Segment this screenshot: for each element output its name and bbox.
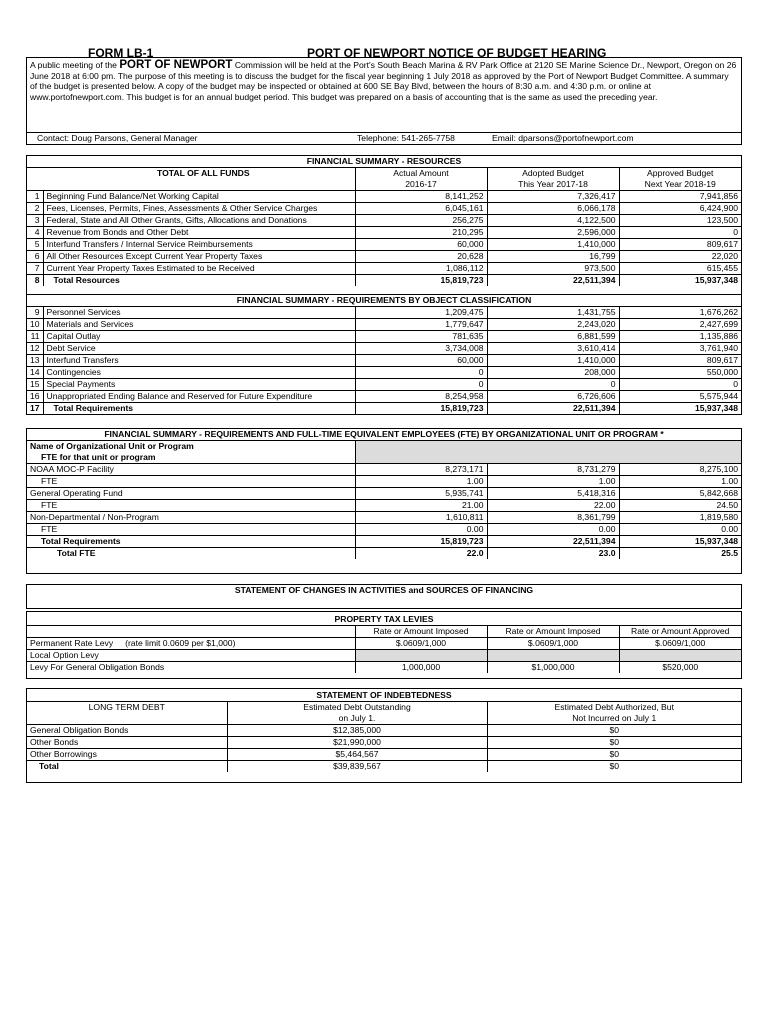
permanent-rate-row: [27, 638, 741, 650]
row-number: 2: [27, 203, 43, 215]
row-label: All Other Resources Except Current Year Property Taxes: [43, 251, 355, 263]
row-label: Total FTE: [27, 548, 355, 560]
approved-value: 1,676,262: [619, 307, 741, 319]
row-number: 6: [27, 251, 43, 263]
contact-email: Email: dparsons@portofnewport.com: [492, 133, 634, 143]
adopted-value: 8,361,799: [487, 512, 619, 524]
adopted-value: 973,500: [487, 263, 619, 275]
outstanding-value: $12,385,000: [227, 725, 487, 737]
actual-value: 60,000: [355, 355, 487, 367]
permanent-limit: (rate limit 0.0609 per $1,000): [125, 638, 236, 648]
local-option-label: Local Option Levy: [27, 650, 355, 662]
adopted-value: 23.0: [487, 548, 619, 560]
tax-box: [26, 611, 742, 679]
table-row: [27, 749, 741, 761]
row-number: 8: [27, 275, 43, 287]
table-row: [27, 239, 741, 251]
row-number: 1: [27, 191, 43, 203]
go-levy-actual: 1,000,000: [355, 662, 487, 674]
resources-table: [27, 156, 741, 414]
actual-value: 256,275: [355, 215, 487, 227]
table-row: [27, 488, 741, 500]
row-label: FTE: [27, 500, 355, 512]
tax-table: [27, 612, 741, 673]
row-label: Fees, Licenses, Permits, Fines, Assessments & Other Service Charges: [43, 203, 355, 215]
tax-head2: Rate or Amount Imposed: [487, 626, 619, 638]
local-option-row: [27, 650, 741, 662]
actual-value: 15,819,723: [355, 403, 487, 415]
fte-total-req-row: [27, 536, 741, 548]
row-label: Capital Outlay: [43, 331, 355, 343]
go-levy-label: Levy For General Obligation Bonds: [27, 662, 355, 674]
col2-head2: This Year 2017-18: [487, 179, 619, 191]
table-row: [27, 737, 741, 749]
fte-total-fte-row: [27, 548, 741, 560]
page-title: PORT OF NEWPORT NOTICE OF BUDGET HEARING: [307, 46, 607, 60]
table-row: [27, 203, 741, 215]
table-row: [27, 476, 741, 488]
adopted-value: 22,511,394: [487, 275, 619, 287]
actual-value: 8,254,958: [355, 391, 487, 403]
intro-part2: Commission will be held at the Port's South Beach Marina & RV Park Office at 2120 SE Marine Science Dr., Newport, Oregon on 26 June 2018 at 6:00 pm. The purpose of this meeting is to discuss the budget for the fiscal year beginning 1 July 2018 as approved by the Port of Newport Budget Committee. A summary of the budget is presented below. A copy of the budget may be inspected or obtained at 600 SE Bay Blvd, between the hours of 8:30 a.m. and 4:30 p.m. or online at www.portofnewport.com. This budget is for an annual budget period. This budget was prepared on a basis of accounting that is the same as used the preceding year.: [30, 60, 737, 102]
outstanding-value: $5,464,567: [227, 749, 487, 761]
adopted-value: 0: [487, 379, 619, 391]
col3-head1: Approved Budget: [619, 168, 741, 180]
actual-value: 1.00: [355, 476, 487, 488]
adopted-value: 22,511,394: [487, 536, 619, 548]
approved-value: 24.50: [619, 500, 741, 512]
authorized-value: $0: [487, 761, 741, 773]
row-number: 4: [27, 227, 43, 239]
adopted-value: 1,410,000: [487, 355, 619, 367]
permanent-actual: $.0609/1,000: [355, 638, 487, 650]
tax-head1: Rate or Amount Imposed: [355, 626, 487, 638]
table-row: [27, 391, 741, 403]
approved-value: 7,941,856: [619, 191, 741, 203]
table-row: [27, 191, 741, 203]
approved-value: 809,617: [619, 355, 741, 367]
approved-value: 8,275,100: [619, 464, 741, 476]
permanent-approved: $.0609/1,000: [619, 638, 741, 650]
col3-head2: Next Year 2018-19: [619, 179, 741, 191]
authorized-value: $0: [487, 737, 741, 749]
go-levy-adopted: $1,000,000: [487, 662, 619, 674]
debt-title: STATEMENT OF INDEBTEDNESS: [316, 690, 452, 700]
intro-box: [26, 57, 742, 145]
row-label: NOAA MOC-P Facility: [27, 464, 355, 476]
row-label: Interfund Transfers / Internal Service Reimbursements: [43, 239, 355, 251]
row-number: 5: [27, 239, 43, 251]
fte-label2: FTE for that unit or program: [41, 452, 156, 462]
actual-value: 20,628: [355, 251, 487, 263]
row-label: Total Resources: [43, 275, 355, 287]
row-number: 13: [27, 355, 43, 367]
adopted-value: 1.00: [487, 476, 619, 488]
adopted-value: 6,726,606: [487, 391, 619, 403]
intro-part1: A public meeting of the: [30, 60, 120, 70]
actual-value: 1,209,475: [355, 307, 487, 319]
row-label: Materials and Services: [43, 319, 355, 331]
fte-summary-box: [26, 428, 742, 574]
adopted-value: 7,326,417: [487, 191, 619, 203]
fte-gray-header: [355, 441, 741, 453]
row-label: Other Borrowings: [27, 749, 227, 761]
actual-value: 6,045,161: [355, 203, 487, 215]
approved-value: 615,455: [619, 263, 741, 275]
adopted-value: 1,410,000: [487, 239, 619, 251]
approved-value: 123,500: [619, 215, 741, 227]
row-label: Interfund Transfers: [43, 355, 355, 367]
table-row: [27, 227, 741, 239]
adopted-value: 8,731,279: [487, 464, 619, 476]
adopted-value: 22.00: [487, 500, 619, 512]
changes-box: [26, 584, 742, 609]
row-number: 10: [27, 319, 43, 331]
contact-row: [27, 132, 741, 144]
actual-value: 210,295: [355, 227, 487, 239]
form-id: FORM LB-1: [88, 46, 154, 60]
row-number: 12: [27, 343, 43, 355]
actual-value: 0: [355, 367, 487, 379]
row-number: 15: [27, 379, 43, 391]
authorized-value: $0: [487, 749, 741, 761]
row-label: Contingencies: [43, 367, 355, 379]
actual-value: 0.00: [355, 524, 487, 536]
actual-value: 0: [355, 379, 487, 391]
debt-head2-line2: Not Incurred on July 1: [487, 713, 741, 725]
row-number: 3: [27, 215, 43, 227]
row-label: Total: [27, 761, 227, 773]
fte-title: FINANCIAL SUMMARY - REQUIREMENTS AND FULL-TIME EQUIVALENT EMPLOYEES (FTE) BY ORGANIZATIONAL UNIT OR PROGRAM *: [104, 429, 664, 439]
permanent-adopted: $.0609/1,000: [487, 638, 619, 650]
table-row: [27, 379, 741, 391]
contact-name: Contact: Doug Parsons, General Manager: [37, 133, 198, 143]
row-label: FTE: [27, 476, 355, 488]
row-label: Other Bonds: [27, 737, 227, 749]
actual-value: 1,610,811: [355, 512, 487, 524]
debt-total-row: [27, 761, 741, 773]
org-name: PORT OF NEWPORT: [119, 59, 233, 71]
table-row: [27, 355, 741, 367]
actual-value: 3,734,008: [355, 343, 487, 355]
table-row: [27, 263, 741, 275]
debt-head1-line1: Estimated Debt Outstanding: [227, 702, 487, 714]
approved-value: 5,575,944: [619, 391, 741, 403]
tax-head3: Rate or Amount Approved: [619, 626, 741, 638]
adopted-value: 6,066,178: [487, 203, 619, 215]
row-label: Debt Service: [43, 343, 355, 355]
row-label: Non-Departmental / Non-Program: [27, 512, 355, 524]
table-row: [27, 331, 741, 343]
debt-head1-line2: on July 1.: [227, 713, 487, 725]
approved-value: 809,617: [619, 239, 741, 251]
approved-value: 6,424,900: [619, 203, 741, 215]
adopted-value: 3,610,414: [487, 343, 619, 355]
go-bond-levy-row: [27, 662, 741, 674]
debt-table: [27, 689, 741, 772]
local-option-adopted: [487, 650, 619, 662]
row-label: Federal, State and All Other Grants, Gifts, Allocations and Donations: [43, 215, 355, 227]
approved-value: 1,819,580: [619, 512, 741, 524]
row-label: General Obligation Bonds: [27, 725, 227, 737]
financial-summary-box: [26, 155, 742, 415]
row-number: 14: [27, 367, 43, 379]
resources-total-row: [27, 275, 741, 287]
changes-title: STATEMENT OF CHANGES IN ACTIVITIES and SOURCES OF FINANCING: [234, 585, 534, 595]
table-row: [27, 500, 741, 512]
table-row: [27, 251, 741, 263]
row-label: Personnel Services: [43, 307, 355, 319]
table-row: [27, 725, 741, 737]
resources-label: TOTAL OF ALL FUNDS: [27, 168, 355, 180]
actual-value: 1,086,112: [355, 263, 487, 275]
table-row: [27, 367, 741, 379]
table-row: [27, 464, 741, 476]
authorized-value: $0: [487, 725, 741, 737]
fte-gray-header-2: [355, 452, 741, 464]
actual-value: 8,141,252: [355, 191, 487, 203]
actual-value: 22.0: [355, 548, 487, 560]
adopted-value: 0.00: [487, 524, 619, 536]
outstanding-value: $21,990,000: [227, 737, 487, 749]
resources-title: FINANCIAL SUMMARY - RESOURCES: [306, 156, 462, 166]
table-row: [27, 524, 741, 536]
approved-value: 3,761,940: [619, 343, 741, 355]
fte-label1: Name of Organizational Unit or Program: [27, 441, 355, 453]
table-row: [27, 307, 741, 319]
approved-value: 0.00: [619, 524, 741, 536]
actual-value: 15,819,723: [355, 275, 487, 287]
adopted-value: 6,881,599: [487, 331, 619, 343]
approved-value: 1.00: [619, 476, 741, 488]
intro-text: [30, 60, 738, 102]
adopted-value: 1,431,755: [487, 307, 619, 319]
permanent-label: Permanent Rate Levy: [30, 638, 114, 648]
requirements-title: FINANCIAL SUMMARY - REQUIREMENTS BY OBJECT CLASSIFICATION: [27, 295, 741, 307]
adopted-value: 208,000: [487, 367, 619, 379]
approved-value: 25.5: [619, 548, 741, 560]
adopted-value: 5,418,316: [487, 488, 619, 500]
actual-value: 15,819,723: [355, 536, 487, 548]
row-label: Revenue from Bonds and Other Debt: [43, 227, 355, 239]
tax-title: PROPERTY TAX LEVIES: [334, 614, 434, 624]
table-row: [27, 215, 741, 227]
actual-value: 60,000: [355, 239, 487, 251]
actual-value: 21.00: [355, 500, 487, 512]
contact-telephone: Telephone: 541-265-7758: [357, 133, 455, 143]
adopted-value: 22,511,394: [487, 403, 619, 415]
approved-value: 0: [619, 379, 741, 391]
row-label: Total Requirements: [27, 536, 355, 548]
row-label: Current Year Property Taxes Estimated to be Received: [43, 263, 355, 275]
row-label: Total Requirements: [43, 403, 355, 415]
approved-value: 22,020: [619, 251, 741, 263]
row-number: 11: [27, 331, 43, 343]
table-row: [27, 343, 741, 355]
row-label: General Operating Fund: [27, 488, 355, 500]
local-option-actual: [355, 650, 487, 662]
fte-table: [27, 429, 741, 559]
approved-value: 5,842,668: [619, 488, 741, 500]
table-row: [27, 512, 741, 524]
debt-label: LONG TERM DEBT: [27, 702, 227, 714]
col1-head1: Actual Amount: [355, 168, 487, 180]
col2-head1: Adopted Budget: [487, 168, 619, 180]
approved-value: 15,937,348: [619, 536, 741, 548]
adopted-value: 2,243,020: [487, 319, 619, 331]
adopted-value: 16,799: [487, 251, 619, 263]
table-row: [27, 319, 741, 331]
row-number: 17: [27, 403, 43, 415]
approved-value: 550,000: [619, 367, 741, 379]
debt-box: [26, 688, 742, 783]
go-levy-approved: $520,000: [619, 662, 741, 674]
row-number: 7: [27, 263, 43, 275]
row-label: FTE: [27, 524, 355, 536]
debt-head2-line1: Estimated Debt Authorized, But: [487, 702, 741, 714]
approved-value: 1,135,886: [619, 331, 741, 343]
row-label: Special Payments: [43, 379, 355, 391]
outstanding-value: $39,839,567: [227, 761, 487, 773]
approved-value: 15,937,348: [619, 403, 741, 415]
row-label: Beginning Fund Balance/Net Working Capital: [43, 191, 355, 203]
approved-value: 15,937,348: [619, 275, 741, 287]
row-number: 9: [27, 307, 43, 319]
actual-value: 5,935,741: [355, 488, 487, 500]
row-number: 16: [27, 391, 43, 403]
actual-value: 8,273,171: [355, 464, 487, 476]
actual-value: 781,635: [355, 331, 487, 343]
approved-value: 2,427,699: [619, 319, 741, 331]
approved-value: 0: [619, 227, 741, 239]
col1-head2: 2016-17: [355, 179, 487, 191]
adopted-value: 4,122,500: [487, 215, 619, 227]
adopted-value: 2,596,000: [487, 227, 619, 239]
actual-value: 1,779,647: [355, 319, 487, 331]
row-label: Unappropriated Ending Balance and Reserved for Future Expenditure: [43, 391, 355, 403]
local-option-approved: [619, 650, 741, 662]
requirements-total-row: [27, 403, 741, 415]
